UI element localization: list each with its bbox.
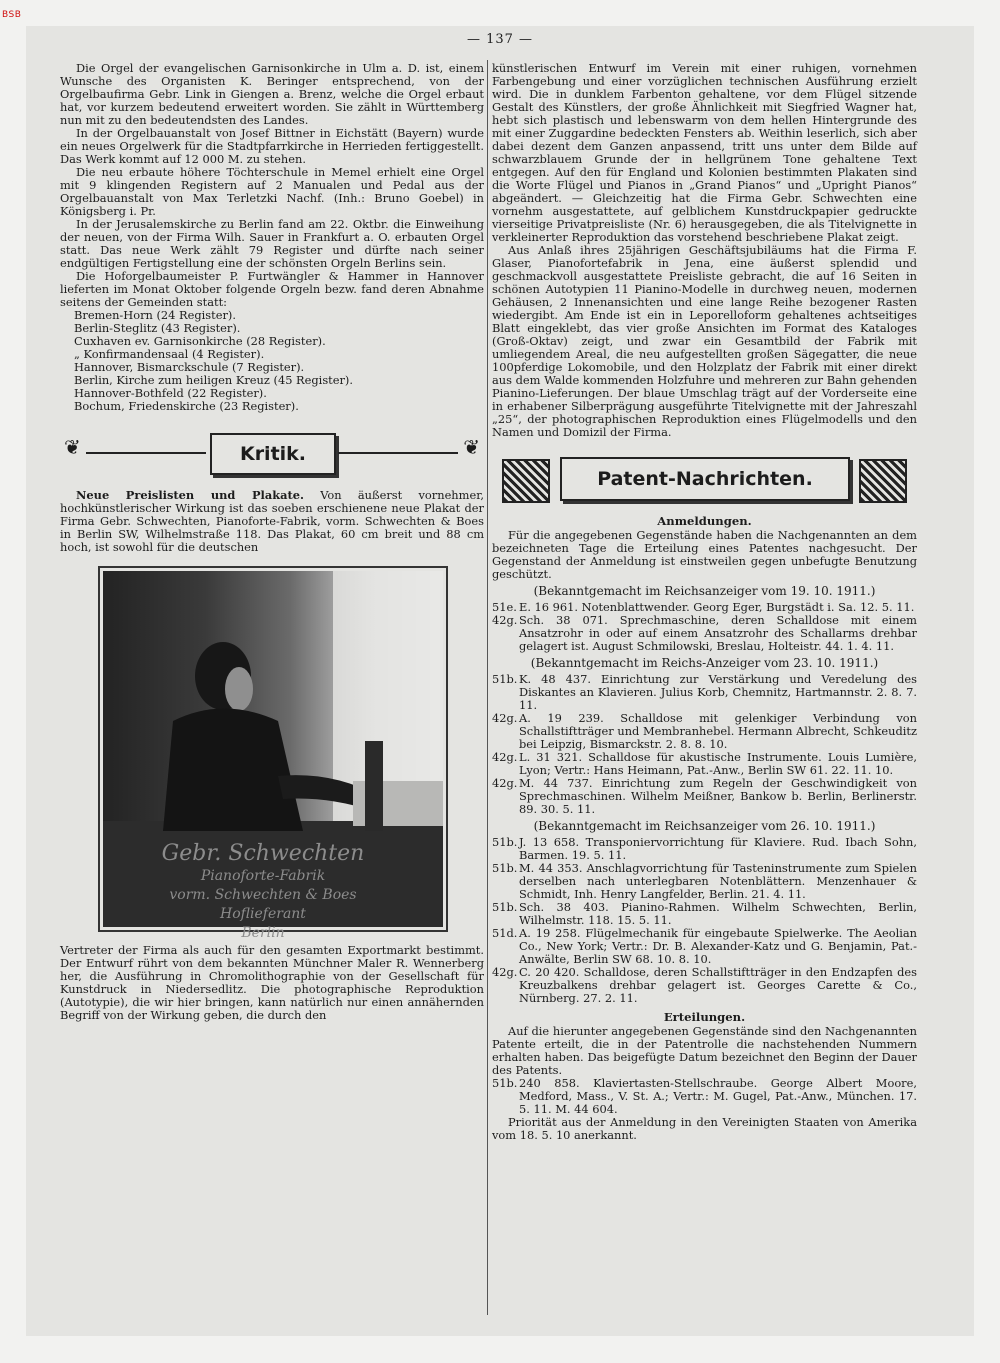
patent-class: 51d.	[492, 926, 518, 940]
patent-class: 42g.	[492, 750, 518, 764]
page-number: — 137 —	[466, 32, 534, 47]
patent-text: A. 19 239. Schalldose mit gelenkiger Verbindung von Schallstiftträger und Membranhebel. Hermann Albrecht, Schkeuditz bei Leipzig, Bismarckstr. 2. 8. 8. 10.	[519, 711, 917, 751]
paragraph-eichstaett: In der Orgelbauanstalt von Josef Bittner in Eichstätt (Bayern) wurde ein neues Orgelwerk für die Stadtpfarrkirche in Herrieden fertiggestellt. Das Werk kommt auf 12 000 M. zu stehen.	[60, 126, 484, 166]
erteilungen-intro: Auf die hierunter angegebenen Gegenstände sind den Nachgenannten Patente erteilt, die in der Patentrolle die nachstehenden Nummern erhalten haben. Das beigefügte Datum bezeichnet den Beginn der Dauer des Patents.	[492, 1024, 917, 1077]
announcement-note: (Bekanntgemacht im Reichsanzeiger vom 19. 10. 1911.)	[533, 584, 876, 598]
list-item: Berlin, Kirche zum heiligen Kreuz (45 Register).	[74, 373, 353, 387]
ornament-rule	[86, 452, 206, 454]
patent-entry	[492, 712, 917, 751]
paragraph-jerusalemskirche: In der Jerusalemskirche zu Berlin fand am 22. Oktbr. die Einweihung der neuen, von der Firma Wilh. Sauer in Frankfurt a. O. erbauten Orgel statt. Das neue Werk zählt 79 Register und dürfte nach seiner endgültigen Fertigstellung eine der schönsten Orgeln Berlins sein.	[60, 217, 484, 270]
patent-heading-banner	[492, 453, 917, 505]
list-item: Bochum, Friedenskirche (23 Register).	[74, 399, 299, 413]
patent-text: L. 31 321. Schalldose für akustische Instrumente. Louis Lumière, Lyon; Vertr.: Hans Heimann, Pat.-Anw., Berlin SW 61. 22. 11. 10.	[519, 750, 917, 777]
patent-entry	[492, 927, 917, 966]
paragraph-memel: Die neu erbaute höhere Töchterschule in Memel erhielt eine Orgel mit 9 klingenden Registern auf 2 Manualen und Pedal aus der Orgelbauanstalt von Max Terletzki Nachf. (Inh.: Bruno Goebel) in Königsberg i. Pr.	[60, 165, 484, 218]
prioritaet-note: Priorität aus der Anmeldung in den Vereinigten Staaten von Amerika vom 18. 5. 10 anerkannt.	[492, 1115, 917, 1142]
list-item: Cuxhaven ev. Garnisonkirche (28 Register).	[74, 334, 326, 348]
patent-entry	[492, 901, 917, 927]
list-item: Berlin-Steglitz (43 Register).	[74, 321, 241, 335]
anmeldungen-intro: Für die angegebenen Gegenstände haben die Nachgenannten an dem bezeichneten Tage die Erteilung eines Patentes nachgesucht. Der Gegenstand der Anmeldung ist einstweilen gegen unbefugte Benutzung geschützt.	[492, 528, 917, 581]
list-item: Bremen-Horn (24 Register).	[74, 308, 236, 322]
column-divider	[487, 60, 488, 1315]
patent-text: 240 858. Klaviertasten-Stellschraube. George Albert Moore, Medford, Mass., V. St. A.; Vertr.: M. Gugel, Pat.-Anw., München. 17. 5. 11. M. 44 604.	[519, 1076, 917, 1116]
paragraph-poster-description: künstlerischen Entwurf im Verein mit einer ruhigen, vornehmen Farbengebung und einer vorzüglichen technischen Ausführung erzielt wird. Die in dunklem Farbenton gehaltene, vor dem Flügel sitzende Gestalt des Künstlers, der große Ähnlichkeit mit Siegfried Wagner hat, hebt sich plastisch und lebenswarm von dem hellen Hintergrunde des mit einer Zuggardine bedeckten Fensters ab. Weithin leserlich, sich aber dabei dezent dem Ganzen anpassend, tritt uns unter dem Bilde auf schwarzblauem Grunde der in hellgrünem Tone gehaltene Text entgegen. Auf den für England und Kolonien bestimmten Plakaten sind die Worte Flügel und Pianos in „Grand Pianos“ und „Upright Pianos“ abgeändert. — Gleichzeitig hat die Firma Gebr. Schwechten eine vornehm ausgestattete, auf gelblichem Kunstdruckpapier gedruckte vierseitige Privatpreisliste (Nr. 6) herausgegeben, die als Titelvignette in verkleinerter Reproduktion das vorstehend beschriebene Plakat zeigt.	[492, 61, 917, 244]
patent-class: 42g.	[492, 776, 518, 790]
library-stamp: BSB	[2, 10, 22, 20]
list-item: Hannover-Bothfeld (22 Register).	[74, 386, 267, 400]
erteilungen-heading: Erteilungen.	[663, 1010, 746, 1024]
patent-class: 51b.	[492, 1076, 518, 1090]
ornament-block-icon	[502, 459, 550, 503]
patent-class: 51b.	[492, 900, 518, 914]
patent-class: 42g.	[492, 965, 518, 979]
organ-list	[60, 309, 484, 413]
patent-entry	[492, 673, 917, 712]
poster-image	[103, 571, 443, 941]
poster-line: Gebr. Schwechten	[161, 841, 365, 866]
paragraph-glaser: Aus Anlaß ihres 25jährigen Geschäftsjubiläums hat die Firma F. Glaser, Pianofortefabrik in Jena, eine äußerst splendid und geschmackvoll ausgestattete Preisliste gebracht, die auf 16 Seiten in schönen Autotypien 11 Pianino-Modelle in durchweg neuen, modernen Gehäusen, 2 Innenansichten und eine lange Reihe bezogener Rasten wiedergibt. Am Ende ist ein in Leporelloform gehaltenes achtseitiges Blatt eingeklebt, das vier große Ansichten im Format des Kataloges (Groß-Oktav) zeigt, und zwar ein Gesamtbild der Fabrik mit umliegendem Areal, die neu aufgestellten großen Sägegatter, die neue 100pferdige Lokomobile, und den Holzplatz der Fabrik mit einer direkt aus dem Walde kommenden Holzfuhre und mehreren zur Bahn gehenden Pianino-Lieferungen. Der blaue Umschlag trägt auf der Vorderseite eine in erhabener Silberprägung ausgeführte Titelvignette mit der Jahreszahl „25“, der photographischen Reproduktion eines Flügelmodells und den Namen und Domizil der Firma.	[492, 243, 917, 439]
announcement-note: (Bekanntgemacht im Reichs-Anzeiger vom 23. 10. 1911.)	[530, 656, 879, 670]
kritik-heading: Kritik.	[210, 433, 336, 475]
patent-text: M. 44 737. Einrichtung zum Regeln der Geschwindigkeit von Sprechmaschinen. Wilhelm Meißner, Bankow b. Berlin, Berlinerstr. 89. 30. 5. 11.	[519, 776, 917, 816]
patent-text: K. 48 437. Einrichtung zur Verstärkung und Veredelung des Diskantes an Klavieren. Julius Korb, Chemnitz, Hartmannstr. 2. 8. 7. 11.	[519, 672, 917, 712]
kritik-text: Von äußerst vornehmer, hochkünstlerischer Wirkung ist das soeben erschienene neue Plakat der Firma Gebr. Schwechten, Pianoforte-Fabrik, vorm. Schwechten & Boes in Berlin SW, Wilhelmstraße 118. Das Plakat, 60 cm breit und 88 cm hoch, ist sowohl für die deutschen	[60, 488, 485, 554]
patent-class: 51b.	[492, 861, 518, 875]
ornament-rule	[338, 452, 458, 454]
patent-class: 51b.	[492, 835, 518, 849]
patent-text: E. 16 961. Notenblattwender. Georg Eger, Burgstädt i. Sa. 12. 5. 11.	[519, 600, 915, 614]
patent-heading: Patent-Nachrichten.	[560, 457, 850, 501]
left-column	[60, 62, 484, 1022]
ornament-block-icon	[859, 459, 907, 503]
ornament-swirl-icon: ❦	[463, 435, 480, 459]
poster-photo	[98, 566, 448, 941]
paragraph-after-photo: Vertreter der Firma als auch für den gesamten Exportmarkt bestimmt. Der Entwurf rührt von dem bekannten Münchner Maler R. Wennerberg her, die Ausführung in Chromolithographie von der Gesellschaft für Kunstdruck in Niedersedlitz. Die photographische Reproduktion (Autotypie), die wir hier bringen, kann natürlich nur einen annähernden Begriff von der Wirkung geben, die durch den	[60, 943, 484, 1022]
ornament-swirl-icon: ❦	[64, 435, 81, 459]
patent-entry	[492, 836, 917, 862]
poster-line: vorm. Schwechten & Boes	[169, 887, 357, 903]
anmeldungen-heading: Anmeldungen.	[657, 514, 752, 528]
patent-text: Sch. 38 403. Pianino-Rahmen. Wilhelm Schwechten, Berlin, Wilhelmstr. 118. 15. 5. 11.	[519, 900, 917, 927]
patent-text: J. 13 658. Transponiervorrichtung für Klaviere. Rud. Ibach Sohn, Barmen. 19. 5. 11.	[519, 835, 917, 862]
patent-text: Sch. 38 071. Sprechmaschine, deren Schalldose mit einem Ansatzrohr in oder auf einem Ansatzrohr des Schallarms drehbar gelagert ist. August Schmilowski, Breslau, Holteistr. 44. 1. 4. 11.	[519, 613, 917, 653]
poster-line: Berlin	[241, 925, 285, 941]
patent-entry	[492, 1077, 917, 1116]
paragraph-ulm: Die Orgel der evangelischen Garnisonkirche in Ulm a. D. ist, einem Wunsche des Organisten K. Beringer entsprechend, von der Orgelbaufirma Gebr. Link in Giengen a. Brenz, welche die Orgel erbaut hat, vor kurzem bedeutend erweitert worden. Sie zählt in Württemberg nun mit zu den bedeutendsten des Landes.	[60, 61, 484, 127]
patent-text: M. 44 353. Anschlagvorrichtung für Tasteninstrumente zum Spielen derselben nach unterlegbaren Notenblättern. Menzenhauer & Schmidt, Inh. Henry Langfelder, Berlin. 21. 4. 11.	[519, 861, 917, 901]
kritik-lead: Neue Preislisten und Plakate.	[76, 488, 304, 502]
poster-caption	[143, 841, 383, 943]
list-item: Hannover, Bismarckschule (7 Register).	[74, 360, 305, 374]
list-item: „ Konfirmandensaal (4 Register).	[74, 347, 265, 361]
right-column	[492, 62, 917, 1142]
kritik-heading-banner	[60, 429, 484, 477]
patent-text: C. 20 420. Schalldose, deren Schallstiftträger in den Endzapfen des Kreuzbalkens drehbar gelagert ist. Georges Carette & Co., Nürnberg. 27. 2. 11.	[519, 965, 917, 1005]
patent-text: A. 19 258. Flügelmechanik für eingebaute Spielwerke. The Aeolian Co., New York; Vertr.: Dr. B. Alexander-Katz und G. Benjamin, Pat.-Anwälte, Berlin SW 68. 10. 8. 10.	[519, 926, 917, 966]
poster-line: Hoflieferant	[220, 906, 306, 922]
patent-entry	[492, 862, 917, 901]
poster-line: Pianoforte-Fabrik	[200, 868, 326, 884]
patent-entry	[492, 777, 917, 816]
patent-class: 51b.	[492, 672, 518, 686]
patent-entry	[492, 751, 917, 777]
paragraph-furtwaengler: Die Hoforgelbaumeister P. Furtwängler & Hammer in Hannover lieferten im Monat Oktober folgende Orgeln bezw. fand deren Abnahme seitens der Gemeinden statt:	[60, 269, 484, 309]
kritik-paragraph	[60, 489, 484, 554]
announcement-note: (Bekanntgemacht im Reichsanzeiger vom 26. 10. 1911.)	[533, 819, 876, 833]
patent-class: 51e.	[492, 600, 517, 614]
patent-class: 42g.	[492, 711, 518, 725]
patent-class: 42g.	[492, 613, 518, 627]
patent-entry	[492, 614, 917, 653]
patent-entry	[492, 966, 917, 1005]
